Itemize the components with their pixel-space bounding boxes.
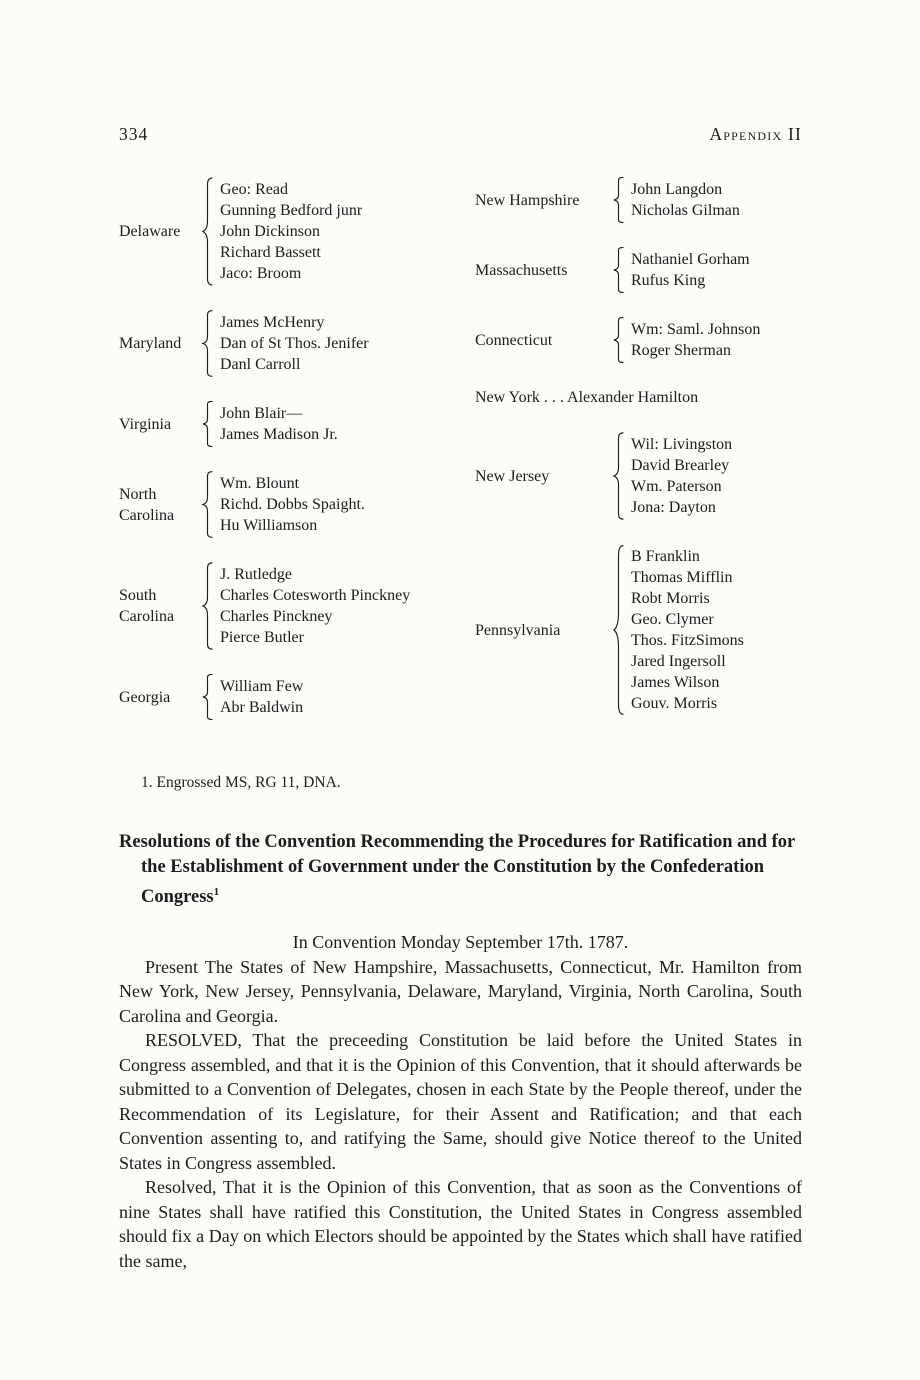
signer-name: James Wilson [631, 674, 720, 691]
footnote: 1. Engrossed MS, RG 11, DNA. [141, 774, 341, 791]
signer-name: David Brearley [631, 457, 730, 474]
state-group-pennsylvania [475, 544, 802, 716]
page-number: 334 [119, 124, 149, 144]
state-label-virginia: Virginia [119, 415, 172, 433]
signer-name: John Blair— [220, 405, 303, 422]
signer-names [217, 403, 338, 445]
signer-name: Thos. FitzSimons [631, 632, 744, 649]
signer-name: Geo. Clymer [631, 611, 714, 628]
signer-name: Rufus King [631, 272, 706, 289]
brace-icon [612, 177, 628, 223]
signer-name: Richard Bassett [220, 244, 321, 261]
signer-name: James Madison Jr. [220, 426, 338, 443]
signer-name: Geo: Read [220, 181, 288, 198]
brace-icon [612, 432, 628, 520]
signer-name: James McHenry [220, 314, 325, 331]
state-label-massachusetts: Massachusetts [475, 261, 568, 279]
signer-name: Dan of St Thos. Jenifer [220, 335, 369, 352]
signer-names [217, 473, 365, 536]
signer-name: Wil: Livingston [631, 436, 733, 453]
brace-icon [201, 471, 217, 538]
page-header [119, 124, 802, 145]
brace-icon [201, 310, 217, 377]
signer-names [217, 312, 369, 375]
brace-icon [201, 562, 217, 650]
signer-name: J. Rutledge [220, 566, 292, 583]
resolution-heading-text: Resolutions of the Convention Recommending the Procedures for Ratification and for the Establishment of Government under the Constitution by the Confederation Congress [119, 832, 795, 908]
state-label-delaware: Delaware [119, 223, 181, 240]
paragraph-resolved-1: RESOLVED, That the preceeding Constitution be laid before the United States in Congress assembled, and that it is the Opinion of this Convention, that it should afterwards be submitted to a Convention of Delegates, chosen in each State by the People thereof, under the Recommendation of its Legislature, for their Assent and Ratification; and that each Convention assenting to, and ratifying the Same, should give Notice thereof to the United States in Congress assembled. [119, 1030, 802, 1173]
state-group-new-jersey [475, 432, 802, 520]
resolution-heading [119, 830, 802, 910]
signer-name: Hu Williamson [220, 517, 318, 534]
signers-left-column [119, 177, 475, 744]
signers-right-column [475, 177, 802, 744]
state-label-new-jersey: New Jersey [475, 467, 550, 485]
signer-names [628, 434, 732, 518]
signer-name: Wm. Blount [220, 475, 300, 492]
signer-name: Thomas Mifflin [631, 569, 733, 586]
signer-names [217, 676, 303, 718]
signer-name: Gouv. Morris [631, 695, 718, 712]
signer-name: William Few [220, 678, 304, 695]
signer-name: Jared Ingersoll [631, 653, 726, 670]
state-label-pennsylvania: Pennsylvania [475, 621, 561, 639]
signer-name: Gunning Bedford junr [220, 202, 363, 219]
state-group-new-hampshire [475, 177, 802, 223]
brace-icon [612, 544, 628, 716]
paragraph-present: Present The States of New Hampshire, Massachusetts, Connecticut, Mr. Hamilton from New York, New Jersey, Pennsylvania, Delaware, Maryland, Virginia, North Carolina, South Carolina and Georgia. [119, 956, 802, 1026]
signer-name: Nicholas Gilman [631, 202, 740, 219]
signer-name: Charles Pinckney [220, 608, 333, 625]
signer-name: Pierce Butler [220, 629, 304, 646]
state-label-north-carolina: North Carolina [119, 485, 175, 524]
state-group-georgia [119, 674, 475, 720]
state-group-virginia [119, 401, 475, 447]
brace-icon [612, 317, 628, 363]
state-group-south-carolina [119, 562, 475, 650]
signer-name: Richd. Dobbs Spaight. [220, 496, 365, 513]
signer-names [628, 179, 740, 221]
signers-block [119, 177, 802, 744]
signer-name: Jona: Dayton [631, 499, 716, 516]
signer-names [217, 564, 410, 648]
state-group-massachusetts [475, 247, 802, 293]
state-label-new-hampshire: New Hampshire [475, 191, 580, 209]
signer-name: John Langdon [631, 181, 723, 198]
signer-name: Danl Carroll [220, 356, 301, 373]
signer-names [628, 249, 750, 291]
state-label-maryland: Maryland [119, 335, 182, 352]
footnote-reference: 1 [213, 886, 220, 898]
state-group-maryland [119, 310, 475, 377]
signer-names [217, 179, 362, 284]
signer-name: Robt Morris [631, 590, 710, 607]
brace-icon [612, 247, 628, 293]
signer-line-new-york: New York . . . Alexander Hamilton [475, 389, 699, 406]
state-label-connecticut: Connecticut [475, 331, 553, 349]
state-group-connecticut [475, 317, 802, 363]
signer-name: Roger Sherman [631, 342, 731, 359]
state-label-south-carolina: South Carolina [119, 587, 175, 625]
signer-name: B Franklin [631, 548, 700, 565]
signer-name: Wm. Paterson [631, 478, 722, 495]
brace-icon [201, 177, 217, 286]
signer-name: Jaco: Broom [220, 265, 302, 282]
signer-name: Abr Baldwin [220, 699, 304, 716]
state-label-georgia: Georgia [119, 688, 171, 706]
signer-names [628, 319, 760, 361]
brace-icon [201, 401, 217, 447]
state-group-north-carolina [119, 471, 475, 538]
brace-icon [201, 674, 217, 720]
dateline: In Convention Monday September 17th. 1787. [292, 932, 629, 953]
signer-name: Wm: Saml. Johnson [631, 321, 761, 338]
signer-names [628, 546, 744, 714]
state-group-delaware [119, 177, 475, 286]
running-head: Appendix II [709, 124, 802, 144]
paragraph-resolved-2: Resolved, That it is the Opinion of this Convention, that as soon as the Conventions of nine States shall have ratified this Constitution, the United States in Congress assembled should fix a Day on which Electors should be appointed by the States which shall have ratified the same, [119, 1177, 802, 1271]
signer-name: Nathaniel Gorham [631, 251, 750, 268]
signer-name: Charles Cotesworth Pinckney [220, 587, 411, 604]
signer-name: John Dickinson [220, 223, 320, 240]
